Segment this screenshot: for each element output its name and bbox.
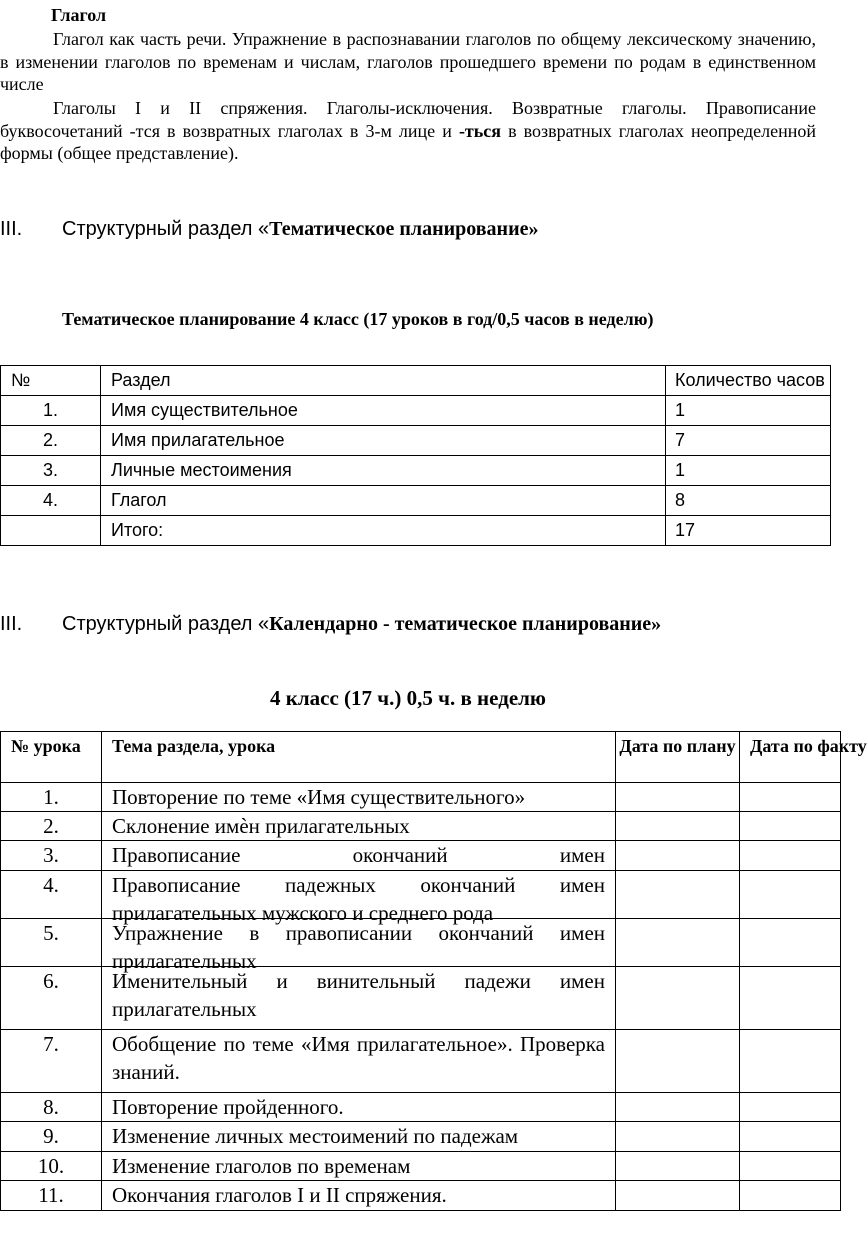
paragraph-text: в возвратных глаголах неопределенной формы (общее представление).	[0, 120, 817, 163]
table-row	[1, 1152, 841, 1181]
table-row	[1, 1181, 841, 1211]
plan-date-cell	[616, 919, 740, 967]
table-row	[1, 456, 831, 486]
lesson-topic-text: Упражнение в правописании окончаний имен прилагательных	[112, 921, 605, 973]
fact-date-cell	[740, 1030, 841, 1093]
plan-date-cell	[616, 1122, 740, 1152]
table-header-row	[1, 732, 841, 783]
section-heading-numeral: III.	[0, 218, 23, 240]
thematic-plan-title: Тематическое планирование 4 класс (17 уроков в год/0,5 часов в неделю)	[62, 309, 654, 329]
row-number: 2.	[1, 426, 101, 456]
row-section: Глагол	[101, 486, 666, 516]
row-number: 4.	[1, 486, 101, 516]
column-header-number: №	[1, 366, 101, 396]
column-header-lesson-number: № урока	[1, 732, 102, 783]
fact-date-cell	[740, 783, 841, 812]
lesson-topic-text: Обобщение по теме «Имя прилагательное». Проверка знаний.	[112, 1032, 605, 1084]
thematic-plan-table	[0, 365, 831, 546]
plan-date-cell	[616, 841, 740, 871]
row-hours: 1	[666, 456, 831, 486]
column-header-topic: Тема раздела, урока	[102, 732, 616, 783]
lesson-topic: Правописание окончаний имен	[102, 841, 616, 871]
paragraph-verb-intro: Глагол как часть речи. Упражнение в распознавании глаголов по общему лексическому значению, в изменении глаголов по временам и числам, глаголов прошедшего времени по родам в единственном числе	[0, 29, 816, 94]
lesson-topic: Повторение пройденного.	[102, 1093, 616, 1122]
table-row	[1, 486, 831, 516]
table-row	[1, 812, 841, 841]
plan-date-cell	[616, 1181, 740, 1211]
plan-date-cell	[616, 1030, 740, 1093]
fact-date-cell	[740, 919, 841, 967]
lesson-topic: Склонение имѐн прилагательных	[102, 812, 616, 841]
section-title: Глагол	[51, 5, 107, 25]
paragraph-text: Глаголы I и II спряжения. Глаголы-исключения. Возвратные глаголы. Правописание буквосочетаний -тся в возвратных глаголах в 3-м лице и	[0, 98, 816, 141]
table-row	[1, 426, 831, 456]
column-header-section: Раздел	[101, 366, 666, 396]
lesson-number: 6.	[1, 967, 102, 1030]
section-heading	[62, 218, 538, 241]
table-row	[1, 1122, 841, 1152]
lesson-number: 10.	[1, 1152, 102, 1181]
table-row	[1, 783, 841, 812]
column-header-plan-date: Дата по плану	[616, 732, 740, 783]
fact-date-cell	[740, 1152, 841, 1181]
lesson-number: 7.	[1, 1030, 102, 1093]
row-section: Имя прилагательное	[101, 426, 666, 456]
lesson-topic	[102, 967, 616, 1030]
lesson-number: 5.	[1, 919, 102, 967]
fact-date-cell	[740, 871, 841, 919]
plan-date-cell	[616, 1093, 740, 1122]
table-row	[1, 967, 841, 1030]
row-number: 1.	[1, 396, 101, 426]
table-row-total	[1, 516, 831, 546]
table-row	[1, 396, 831, 426]
column-header-hours: Количество часов	[666, 366, 831, 396]
section-heading-bold: Календарно - тематическое планирование»	[269, 613, 662, 635]
lesson-number: 8.	[1, 1093, 102, 1122]
lesson-topic: Повторение по теме «Имя существительного»	[102, 783, 616, 812]
plan-date-cell	[616, 783, 740, 812]
table-header-row	[1, 366, 831, 396]
table-row	[1, 919, 841, 967]
lesson-number: 4.	[1, 871, 102, 919]
section-heading-numeral: III.	[0, 613, 23, 635]
row-hours: 7	[666, 426, 831, 456]
fact-date-cell	[740, 812, 841, 841]
fact-date-cell	[740, 1122, 841, 1152]
lesson-topic: Окончания глаголов I и II спряжения.	[102, 1181, 616, 1211]
section-heading	[62, 613, 661, 636]
row-hours: 17	[666, 516, 831, 546]
row-section: Личные местоимения	[101, 456, 666, 486]
table-row	[1, 1030, 841, 1093]
lesson-number: 2.	[1, 812, 102, 841]
paragraph-bold-text: -ться	[458, 120, 502, 141]
section-heading-prefix: Структурный раздел «	[62, 218, 270, 240]
plan-date-cell	[616, 967, 740, 1030]
lesson-topic-text: Правописание падежных окончаний имен прилагательных мужского и среднего рода	[112, 873, 605, 925]
lesson-topic: Изменение личных местоимений по падежам	[102, 1122, 616, 1152]
row-number: 3.	[1, 456, 101, 486]
paragraph-verb-conjugation	[0, 97, 816, 165]
lesson-topic	[102, 919, 616, 973]
lesson-topic-text: Именительный и винительный падежи имен прилагательных	[112, 969, 605, 1021]
plan-date-cell	[616, 871, 740, 919]
calendar-plan-table	[0, 731, 867, 1211]
section-heading-bold: Тематическое планирование»	[269, 218, 539, 240]
row-hours: 8	[666, 486, 831, 516]
row-hours: 1	[666, 396, 831, 426]
fact-date-cell	[740, 841, 841, 871]
lesson-number: 3.	[1, 841, 102, 871]
fact-date-cell	[740, 1093, 841, 1122]
table-row	[1, 1093, 841, 1122]
table-row	[1, 871, 841, 919]
table-row	[1, 841, 841, 871]
calendar-plan-subtitle: 4 класс (17 ч.) 0,5 ч. в неделю	[270, 686, 546, 710]
section-heading-prefix: Структурный раздел «	[62, 613, 270, 635]
row-number	[1, 516, 101, 546]
lesson-number: 11.	[1, 1181, 102, 1211]
column-header-fact-date: Дата по факту	[740, 732, 841, 783]
lesson-number: 1.	[1, 783, 102, 812]
plan-date-cell	[616, 1152, 740, 1181]
lesson-topic: Изменение глаголов по временам	[102, 1152, 616, 1181]
lesson-topic	[102, 871, 616, 925]
plan-date-cell	[616, 812, 740, 841]
row-section: Имя существительное	[101, 396, 666, 426]
fact-date-cell	[740, 1181, 841, 1211]
lesson-topic	[102, 1030, 616, 1093]
row-section: Итого:	[101, 516, 666, 546]
lesson-number: 9.	[1, 1122, 102, 1152]
fact-date-cell	[740, 967, 841, 1030]
